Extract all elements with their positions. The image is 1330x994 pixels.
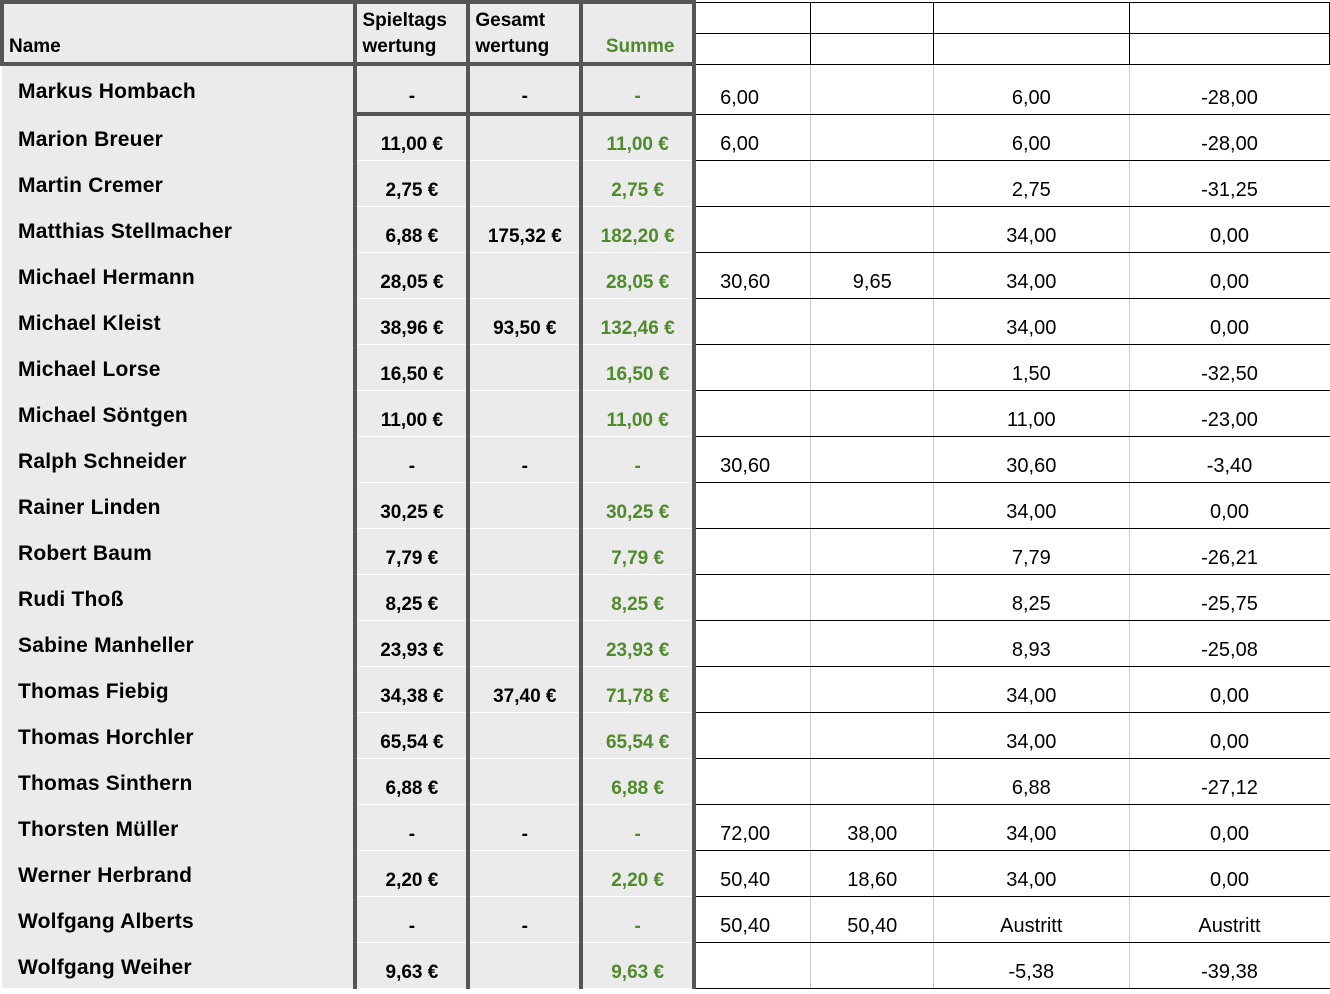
table-row [2,436,1330,482]
player-name: Michael Lorse [2,344,355,390]
value-col-1 [694,574,811,620]
value-col-3: 30,60 [934,436,1129,482]
player-name: Matthias Stellmacher [2,206,355,252]
spieltag-value: 23,93 € [355,620,468,666]
value-col-1 [694,206,811,252]
gesamt-value [468,528,581,574]
value-col-4: -25,08 [1129,620,1329,666]
player-name: Michael Kleist [2,298,355,344]
gesamt-value: - [468,804,581,850]
gesamt-value [468,482,581,528]
player-name: Thorsten Müller [2,804,355,850]
value-col-3: 8,93 [934,620,1129,666]
value-col-1 [694,344,811,390]
summe-value: 11,00 € [581,390,694,436]
player-name: Thomas Horchler [2,712,355,758]
value-col-1 [694,712,811,758]
summe-value: 9,63 € [581,942,694,988]
spieltag-value: 9,63 € [355,942,468,988]
value-col-3: 34,00 [934,206,1129,252]
spieltag-value: 65,54 € [355,712,468,758]
summe-value: - [581,896,694,942]
table-row [2,344,1330,390]
header-gesamt: wertung [468,33,581,64]
gesamt-value: 37,40 € [468,666,581,712]
value-col-4: 0,00 [1129,850,1329,896]
table-row [2,114,1330,160]
value-col-4: 0,00 [1129,206,1329,252]
spieltag-value: 6,88 € [355,758,468,804]
summe-value: 28,05 € [581,252,694,298]
value-col-2: 18,60 [811,850,934,896]
table-row [2,942,1330,988]
gesamt-value: - [468,64,581,114]
summe-value: - [581,436,694,482]
gesamt-value [468,252,581,298]
value-col-2 [811,528,934,574]
summe-value: - [581,804,694,850]
spieltag-value: 11,00 € [355,390,468,436]
value-col-4: -28,00 [1129,114,1329,160]
value-col-3: 8,25 [934,574,1129,620]
value-col-1: 50,40 [694,896,811,942]
table-row [2,850,1330,896]
value-col-2: 38,00 [811,804,934,850]
value-col-4: -26,21 [1129,528,1329,574]
gesamt-value: 175,32 € [468,206,581,252]
value-col-2 [811,620,934,666]
spieltag-value: - [355,804,468,850]
value-col-3: 2,75 [934,160,1129,206]
value-col-1: 30,60 [694,436,811,482]
player-name: Wolfgang Alberts [2,896,355,942]
player-name: Michael Söntgen [2,390,355,436]
table-row [2,64,1330,114]
table-row [2,620,1330,666]
gesamt-value: 93,50 € [468,298,581,344]
value-col-4: Austritt [1129,896,1329,942]
value-col-4: -39,38 [1129,942,1329,988]
spieltag-value: - [355,64,468,114]
header-cell [934,33,1129,64]
header-cell [1129,33,1329,64]
value-col-2 [811,390,934,436]
gesamt-value [468,712,581,758]
value-col-4: 0,00 [1129,804,1329,850]
value-col-1 [694,942,811,988]
value-col-1: 30,60 [694,252,811,298]
summe-value: 65,54 € [581,712,694,758]
value-col-3: 11,00 [934,390,1129,436]
gesamt-value [468,114,581,160]
value-col-4: 0,00 [1129,298,1329,344]
gesamt-value [468,620,581,666]
value-col-4: 0,00 [1129,666,1329,712]
player-name: Marion Breuer [2,114,355,160]
value-col-2 [811,344,934,390]
value-col-1 [694,666,811,712]
table-row [2,160,1330,206]
spieltag-value: 11,00 € [355,114,468,160]
table-row [2,390,1330,436]
value-col-1 [694,528,811,574]
table-row [2,712,1330,758]
gesamt-value: - [468,896,581,942]
value-col-4: -28,00 [1129,64,1329,114]
value-col-3: -5,38 [934,942,1129,988]
value-col-2 [811,574,934,620]
header-cell [811,33,934,64]
player-name: Wolfgang Weiher [2,942,355,988]
summe-value: 7,79 € [581,528,694,574]
table-row [2,298,1330,344]
value-col-4: -31,25 [1129,160,1329,206]
header-cell [694,33,811,64]
value-col-1 [694,390,811,436]
spieltag-value: 30,25 € [355,482,468,528]
value-col-2 [811,482,934,528]
summe-value: 182,20 € [581,206,694,252]
value-col-1 [694,298,811,344]
player-name: Rudi Thoß [2,574,355,620]
value-col-3: Austritt [934,896,1129,942]
table-row [2,758,1330,804]
value-col-1: 50,40 [694,850,811,896]
header-spieltag-top: Spieltags [355,2,468,33]
value-col-3: 34,00 [934,850,1129,896]
value-col-2 [811,206,934,252]
table-row [2,666,1330,712]
spieltag-value: 28,05 € [355,252,468,298]
value-col-3: 34,00 [934,666,1129,712]
player-name: Thomas Sinthern [2,758,355,804]
spieltag-value: 16,50 € [355,344,468,390]
summe-value: 132,46 € [581,298,694,344]
value-col-3: 7,79 [934,528,1129,574]
value-col-1: 6,00 [694,114,811,160]
value-col-2 [811,114,934,160]
value-col-1: 72,00 [694,804,811,850]
summe-value: 23,93 € [581,620,694,666]
value-col-4: 0,00 [1129,482,1329,528]
summe-value: - [581,64,694,114]
value-col-1: 6,00 [694,64,811,114]
spieltag-value: 6,88 € [355,206,468,252]
table-row [2,482,1330,528]
spieltag-value: - [355,436,468,482]
value-col-4: -32,50 [1129,344,1329,390]
header-gesamt-top: Gesamt [468,2,581,33]
summe-value: 2,75 € [581,160,694,206]
header-name: Name [2,33,355,64]
table-row [2,896,1330,942]
header-cell [1129,2,1329,33]
gesamt-value [468,574,581,620]
value-col-1 [694,758,811,804]
value-col-2 [811,160,934,206]
player-name: Ralph Schneider [2,436,355,482]
value-col-2 [811,298,934,344]
header-spieltag: wertung [355,33,468,64]
spieltag-value: 8,25 € [355,574,468,620]
player-name: Werner Herbrand [2,850,355,896]
value-col-3: 6,00 [934,114,1129,160]
value-col-4: -25,75 [1129,574,1329,620]
spieltag-value: 2,20 € [355,850,468,896]
summe-value: 16,50 € [581,344,694,390]
value-col-3: 6,00 [934,64,1129,114]
value-col-4: -3,40 [1129,436,1329,482]
gesamt-value [468,850,581,896]
player-name: Sabine Manheller [2,620,355,666]
value-col-2 [811,942,934,988]
gesamt-value [468,160,581,206]
summe-value: 71,78 € [581,666,694,712]
player-name: Michael Hermann [2,252,355,298]
value-col-3: 34,00 [934,804,1129,850]
table-row [2,528,1330,574]
value-col-2: 9,65 [811,252,934,298]
table-row [2,804,1330,850]
gesamt-value [468,344,581,390]
summe-value: 11,00 € [581,114,694,160]
value-col-3: 1,50 [934,344,1129,390]
summe-value: 8,25 € [581,574,694,620]
header-cell [811,2,934,33]
gesamt-value [468,942,581,988]
table-row [2,252,1330,298]
player-name: Rainer Linden [2,482,355,528]
spieltag-value: 7,79 € [355,528,468,574]
value-col-3: 34,00 [934,252,1129,298]
value-col-4: 0,00 [1129,252,1329,298]
spieltag-value: 34,38 € [355,666,468,712]
table-row [2,574,1330,620]
value-col-3: 34,00 [934,712,1129,758]
gesamt-value: - [468,436,581,482]
gesamt-value [468,390,581,436]
value-col-1 [694,620,811,666]
value-col-3: 34,00 [934,482,1129,528]
value-col-2: 50,40 [811,896,934,942]
value-col-3: 34,00 [934,298,1129,344]
value-col-2 [811,436,934,482]
header-cell [934,2,1129,33]
header-cell [694,2,811,33]
summe-value: 6,88 € [581,758,694,804]
value-col-2 [811,64,934,114]
header-summe: Summe [581,33,694,64]
value-col-2 [811,712,934,758]
spieltag-value: 38,96 € [355,298,468,344]
player-name: Markus Hombach [2,64,355,114]
table-row [2,206,1330,252]
value-col-4: -23,00 [1129,390,1329,436]
spieltag-value: - [355,896,468,942]
spieltag-value: 2,75 € [355,160,468,206]
value-col-1 [694,160,811,206]
header-name-top [2,2,355,33]
gesamt-value [468,758,581,804]
value-col-1 [694,482,811,528]
value-col-4: -27,12 [1129,758,1329,804]
player-name: Robert Baum [2,528,355,574]
player-name: Thomas Fiebig [2,666,355,712]
value-col-2 [811,666,934,712]
summe-value: 2,20 € [581,850,694,896]
value-col-3: 6,88 [934,758,1129,804]
player-name: Martin Cremer [2,160,355,206]
value-col-4: 0,00 [1129,712,1329,758]
summe-value: 30,25 € [581,482,694,528]
value-col-2 [811,758,934,804]
header-summe-top [581,2,694,33]
